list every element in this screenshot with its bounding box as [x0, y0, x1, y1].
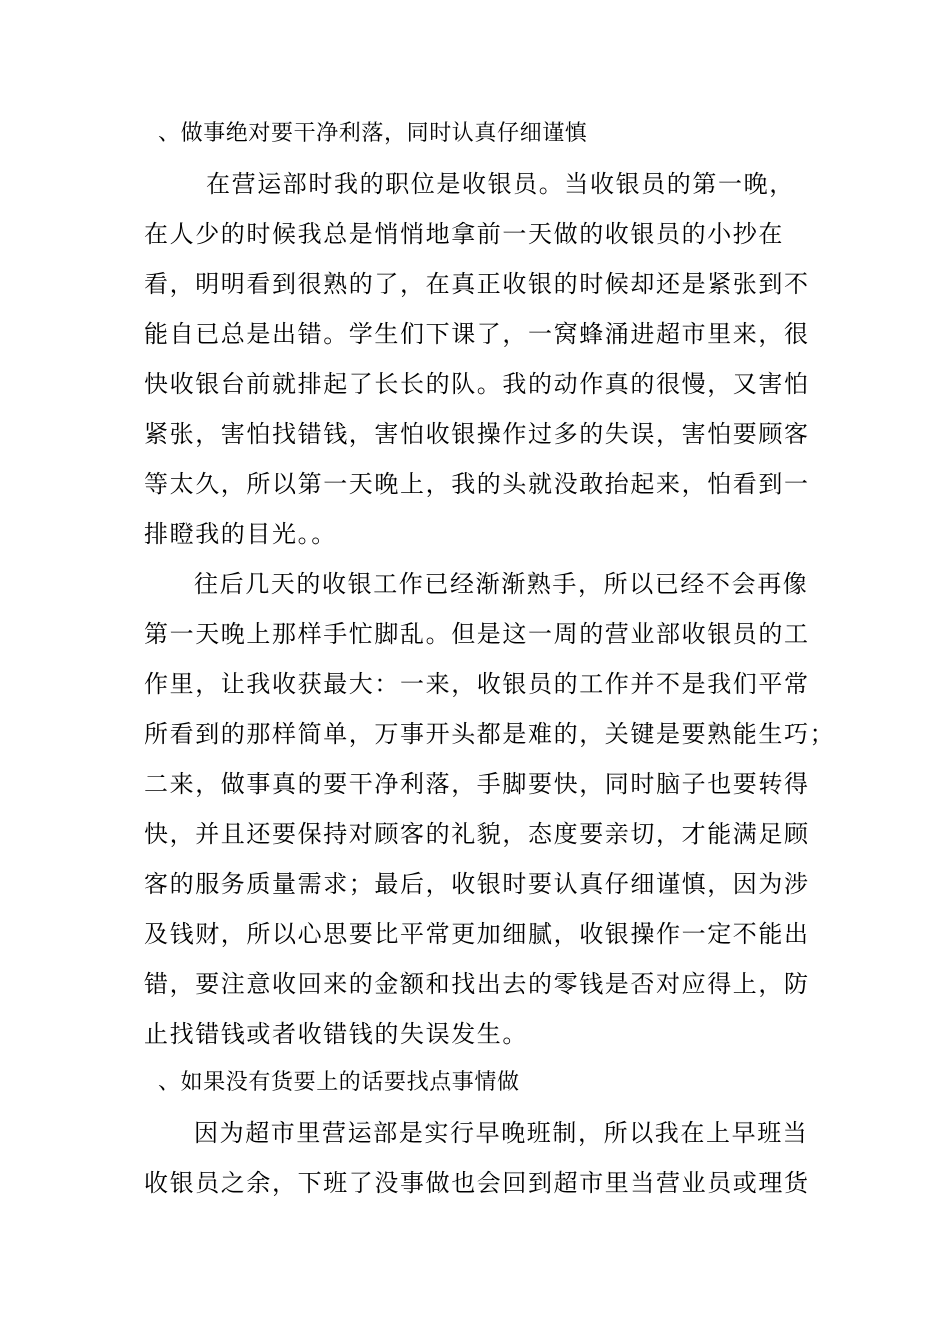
- paragraph-line: 快，并且还要保持对顾客的礼貌，态度要亲切，才能满足顾: [144, 820, 810, 848]
- paragraph-line: 等太久，所以第一天晚上，我的头就没敢抬起来，怕看到一: [144, 470, 810, 498]
- paragraph-line: 往后几天的收银工作已经渐渐熟手，所以已经不会再像: [194, 570, 809, 598]
- paragraph-line: 紧张，害怕找错钱，害怕收银操作过多的失误，害怕要顾客: [144, 420, 810, 448]
- paragraph-line: 因为超市里营运部是实行早晚班制，所以我在上早班当: [194, 1119, 809, 1147]
- paragraph-line: 及钱财，所以心思要比平常更加细腻，收银操作一定不能出: [144, 920, 810, 948]
- paragraph-line: 在人少的时候我总是悄悄地拿前一天做的收银员的小抄在: [144, 220, 784, 248]
- paragraph-line: 错，要注意收回来的金额和找出去的零钱是否对应得上，防: [144, 970, 810, 998]
- paragraph-line: 止找错钱或者收错钱的失误发生。: [144, 1020, 528, 1048]
- paragraph-line: 二来，做事真的要干净利落，手脚要快，同时脑子也要转得: [144, 770, 810, 798]
- paragraph-line: 客的服务质量需求；最后，收银时要认真仔细谨慎，因为涉: [144, 870, 810, 898]
- paragraph-line: 作里，让我收获最大：一来，收银员的工作并不是我们平常: [144, 670, 810, 698]
- section-heading-2: 、如果没有货要上的话要找点事情做: [158, 1070, 520, 1095]
- paragraph-line: 第一天晚上那样手忙脚乱。但是这一周的营业部收银员的工: [144, 620, 810, 648]
- paragraph-line: 快收银台前就排起了长长的队。我的动作真的很慢，又害怕: [144, 370, 810, 398]
- paragraph-line: 看，明明看到很熟的了，在真正收银的时候却还是紧张到不: [144, 270, 810, 298]
- paragraph-line: 收银员之余，下班了没事做也会回到超市里当营业员或理货: [144, 1169, 810, 1197]
- paragraph-line: 在营运部时我的职位是收银员。当收银员的第一晚，: [206, 170, 795, 198]
- section-heading-1: 、做事绝对要干净利落，同时认真仔细谨慎: [158, 121, 588, 146]
- paragraph-line: 排瞪我的目光。。: [144, 520, 337, 548]
- paragraph-line: 能自已总是出错。学生们下课了，一窝蜂涌进超市里来，很: [144, 320, 810, 348]
- paragraph-line: 所看到的那样简单，万事开头都是难的，关键是要熟能生巧；: [144, 720, 836, 748]
